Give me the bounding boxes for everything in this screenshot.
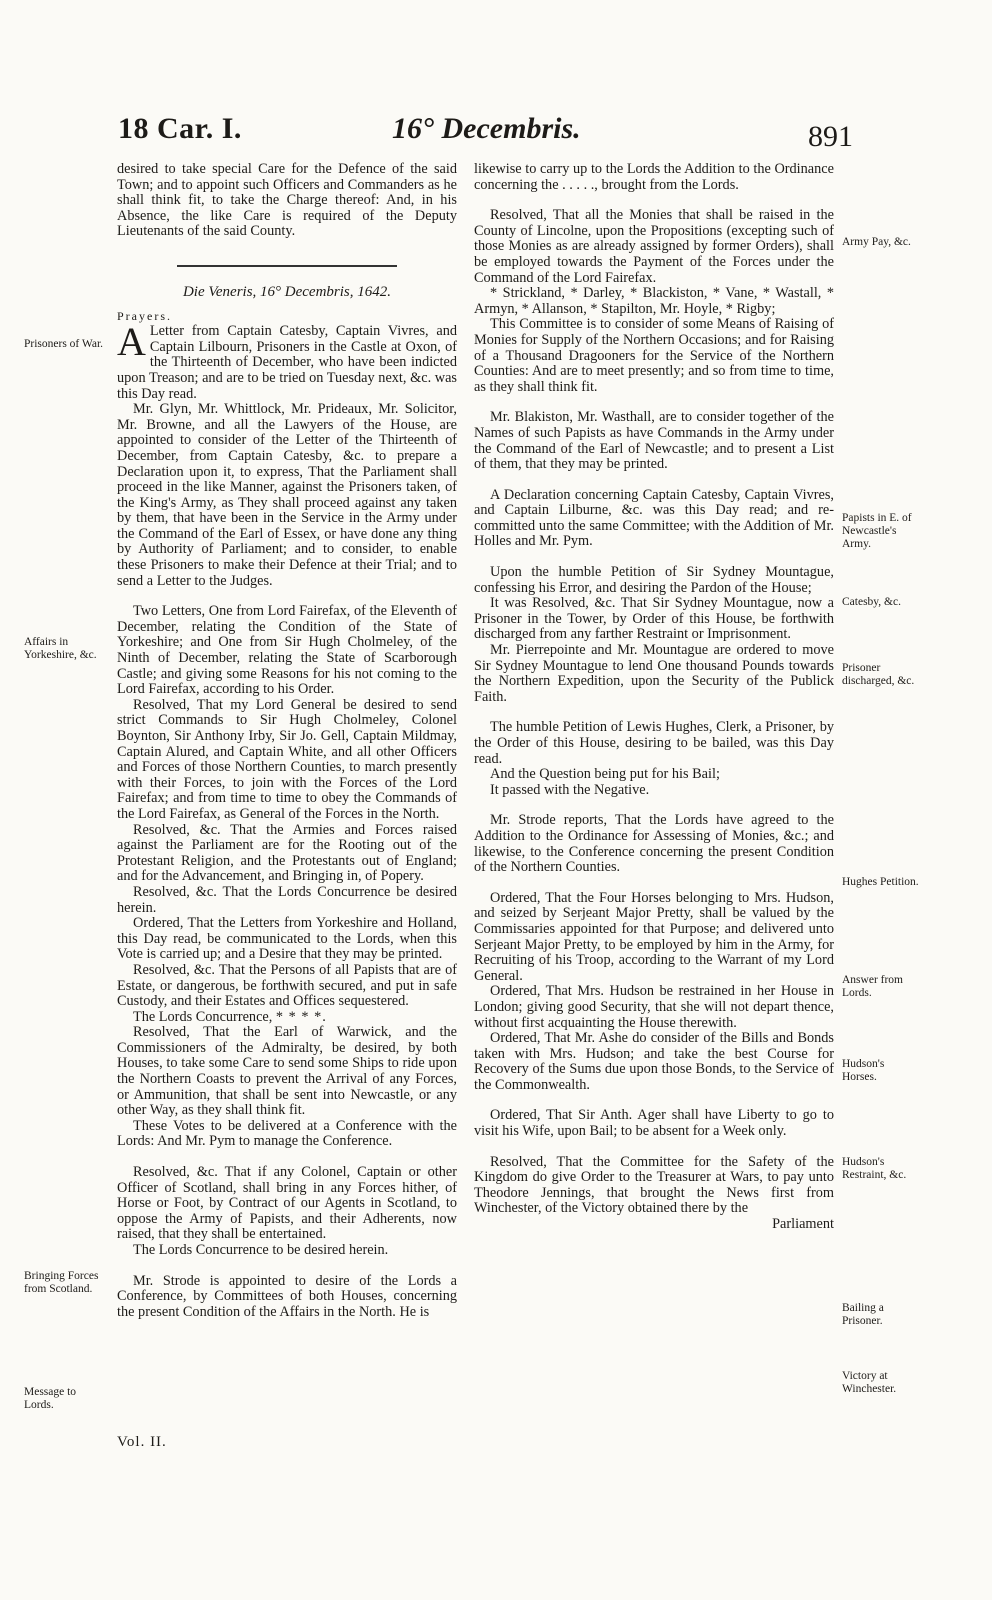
paragraph: Resolved, That the Earl of Warwick, and the Commissioners of the Admiralty, be desired, by both Houses, to take some Care to send some Ships to ride upon the Northern Coasts to prevent the Arrival of any Forces, or Ammunition, that shall be sent into Newcastle, or any other Way, as they shall think fit. xyxy=(117,1024,457,1119)
paragraph: The Lords Concurrence to be desired herein. xyxy=(133,1242,389,1258)
drop-cap: A xyxy=(117,319,146,365)
right-column xyxy=(474,162,834,1233)
paragraph: * Strickland, * Darley, * Blackiston, * Vane, * Wastall, * Armyn, * Allanson, * Stapilton, Mr. Hoyle, * Rigby; xyxy=(474,285,834,317)
paragraph: Ordered, That Mr. Ashe do consider of the Bills and Bonds taken with Mrs. Hudson; and take the best Course for Recovery of the Sums due upon those Bonds, to the Service of the Commonwealth. xyxy=(474,1030,834,1093)
margin-note-bringing-forces: Bringing Forces from Scotland. xyxy=(24,1270,99,1295)
margin-note-victory: Victory at Winchester. xyxy=(842,1370,897,1395)
paragraph: desired to take special Care for the Defence of the said Town; and to appoint such Officers and Commanders as he shall think fit, to take the Charge thereof: And, in his Absence, the like Care is required of the Deputy Lieutenants of the said County. xyxy=(117,161,457,240)
catchword: Parliament xyxy=(772,1216,834,1233)
paragraph: Resolved, That the Committee for the Safety of the Kingdom do give Order to the Treasurer at Wars, to pay unto Theodore Jennings, that brought the News first from Winchester, of the Victory obtained there by the xyxy=(474,1153,834,1217)
margin-note-catesby: Catesby, &c. xyxy=(842,596,901,608)
paragraph: Mr. Blakiston, Mr. Wasthall, are to consider together of the Names of such Papists as have Commands in the Army under the Command of the Earl of Newcastle; and to present a List of them, that they may be printed. xyxy=(474,409,834,473)
paragraph-text: Letter from Captain Catesby, Captain Vivres, and Captain Lilbourn, Prisoners in the Castle at Oxon, of the Thirteenth of December, who have been indicted upon Treason; and are to be tried on Tuesday next, &c. was this Day read. xyxy=(117,323,457,402)
omission-stars: * * * *. xyxy=(275,1008,327,1025)
paragraph xyxy=(117,319,457,402)
date-heading: 16° Decembris. xyxy=(392,112,581,145)
section-divider xyxy=(177,265,397,267)
paragraph: Mr. Glyn, Mr. Whittlock, Mr. Prideaux, Mr. Solicitor, Mr. Browne, and all the Lawyers of the House, are appointed to consider of the Letter of the Thirteenth of December, from Captain Catesby, &c. to prepare a Declaration upon it, to express, That the Parliament shall proceed in the like Manner, against the Prisoners taken, of the King's Army, as They shall proceed against any taken by them, that have been in the Service in the Army under the Command of the Earl of Essex, or have done any thing by Authority of Parliament; and to consider, to enable these Prisoners to make their Defence at their Trial; and to send a Letter to the Judges. xyxy=(117,401,457,589)
page-header xyxy=(0,112,992,162)
paragraph: The humble Petition of Lewis Hughes, Clerk, a Prisoner, by the Order of this House, desiring to be bailed, was this Day read. xyxy=(474,719,834,767)
margin-note-prisoner-discharged: Prisoner discharged, &c. xyxy=(842,662,915,687)
paragraph: Mr. Pierrepointe and Mr. Mountague are ordered to move Sir Sydney Mountague to lend One thousand Pounds towards the Northern Expedition, upon the Security of the Publick Faith. xyxy=(474,642,834,705)
paragraph: It passed with the Negative. xyxy=(490,781,650,798)
paragraph: These Votes to be delivered at a Conference with the Lords: And Mr. Pym to manage the Conference. xyxy=(117,1117,457,1150)
margin-note-army-pay: Army Pay, &c. xyxy=(842,236,911,248)
paragraph: Two Letters, One from Lord Fairefax, of the Eleventh of December, relating the Condition of the State of Yorkeshire; and One from Sir Hugh Cholmeley, of the Ninth of December, relating the State of Scarborough Castle; and giving some Reasons for his not coming to the Lord Fairefax, according to his Order. xyxy=(117,603,457,698)
paragraph: A Declaration concerning Captain Catesby, Captain Vivres, and Captain Lilburne, &c. was this Day read; and re-committed unto the same Committee; with the Addition of Mr. Holles and Mr. Pym. xyxy=(474,486,834,550)
paragraph: Resolved, &c. That if any Colonel, Captain or other Officer of Scotland, shall bring in any Forces hither, of Horse or Foot, by Contract of our Agents in Scotland, to oppose the Army of Papists, and their Adherents, now raised, that they shall be entertained. xyxy=(117,1164,457,1243)
prayers-label: Prayers. xyxy=(117,308,172,323)
margin-note-message-lords: Message to Lords. xyxy=(24,1386,77,1411)
paragraph: Ordered, That the Four Horses belonging to Mrs. Hudson, and seized by Serjeant Major Pretty, shall be valued by the Commissaries appointed for that Purpose; and delivered unto Serjeant Major Pretty, to be employed by him in the Army, for Recruiting of his Troop, according to the Warrant of my Lord General. xyxy=(474,889,834,984)
paragraph: It was Resolved, &c. That Sir Sydney Mountague, now a Prisoner in the Tower, by Order of this House, be forthwith discharged from any farther Restraint or Imprisonment. xyxy=(474,595,834,643)
margin-note-hughes-petition: Hughes Petition. xyxy=(842,876,919,888)
paragraph: Resolved, &c. That the Persons of all Papists that are of Estate, or dangerous, be forthwith secured, and put in safe Custody, and their Estates and Offices sequestered. xyxy=(117,961,457,1010)
margin-note-hudsons-restraint: Hudson's Restraint, &c. xyxy=(842,1156,907,1181)
paragraph: Ordered, That the Letters from Yorkeshire and Holland, this Day read, be communicated to the Lords, when this Vote is carried up; and a Desire that they may be printed. xyxy=(117,915,457,963)
regnal-year: 18 Car. I. xyxy=(118,112,242,145)
paragraph: Resolved, &c. That the Armies and Forces raised against the Parliament are for the Rooting out of the Protestant Religion, and the Protestants out of England; and for the Advancement, and Bringing in, of Popery. xyxy=(117,821,457,885)
margin-note-hudsons-horses: Hudson's Horses. xyxy=(842,1058,885,1083)
margin-note-prisoners-of-war: Prisoners of War. xyxy=(24,338,104,350)
page-number: 891 xyxy=(808,120,853,153)
margin-note-answer-lords: Answer from Lords. xyxy=(842,974,903,999)
paragraph-text: The Lords Concurrence, xyxy=(133,1008,273,1025)
paragraph: This Committee is to consider of some Means of Raising of Monies for Supply of the Northern Occasions; and for Raising of a Thousand Dragooners for the Service of the Northern Counties: And are to meet presently; and so from time to time, as they shall think fit. xyxy=(474,316,834,395)
paragraph: likewise to carry up to the Lords the Addition to the Ordinance concerning the . . . . ., brought from the Lords. xyxy=(474,161,834,193)
paragraph: Ordered, That Mrs. Hudson be restrained in her House in London; giving good Security, that she will not depart thence, without first acquainting the House therewith. xyxy=(474,983,834,1031)
paragraph: Resolved, &c. That the Lords Concurrence be desired herein. xyxy=(117,883,457,916)
margin-note-affairs-yorkeshire: Affairs in Yorkeshire, &c. xyxy=(24,636,97,661)
paragraph: Resolved, That my Lord General be desired to send strict Commands to Sir Hugh Cholmeley, Colonel Boynton, Sir Anthony Irby, Sir Jo. Gell, Captain Mildmay, Captain Alured, and Captain White, and all other Officers and Forces of those Northern Counties, to march presently with their Forces, to join with the Forces of the Lord Fairefax; and from time to time to obey the Commands of the Lord Fairefax, as General of the Forces in the North. xyxy=(117,696,457,822)
paragraph: Ordered, That Sir Anth. Ager shall have Liberty to go to visit his Wife, upon Bail; to be absent for a Week only. xyxy=(474,1107,834,1140)
paragraph xyxy=(117,1010,457,1026)
margin-note-papists: Papists in E. of Newcastle's Army. xyxy=(842,512,912,550)
paragraph: Mr. Strode reports, That the Lords have agreed to the Addition to the Ordinance for Assessing of Monies, &c.; and likewise, to the Conference concerning the present Condition of the Northern Counties. xyxy=(474,812,834,876)
volume-footer: Vol. II. xyxy=(117,1434,167,1450)
margin-note-bailing: Bailing a Prisoner. xyxy=(842,1302,884,1327)
day-heading: Die Veneris, 16° Decembris, 1642. xyxy=(182,283,392,300)
paragraph: Upon the humble Petition of Sir Sydney Mountague, confessing his Error, and desiring the Pardon of the House; xyxy=(474,564,834,596)
left-column xyxy=(117,162,457,1320)
paragraph: And the Question being put for his Bail; xyxy=(490,766,720,783)
paragraph: Mr. Strode is appointed to desire of the Lords a Conference, by Committees of both Houses, concerning the present Condition of the Affairs in the North. He is xyxy=(117,1272,457,1320)
paragraph: Resolved, That all the Monies that shall be raised in the County of Lincolne, upon the Propositions (excepting such of those Monies as are already assigned by former Orders), shall be employed towards the Payment of the Forces under the Command of the Lord Fairefax. xyxy=(474,207,834,286)
